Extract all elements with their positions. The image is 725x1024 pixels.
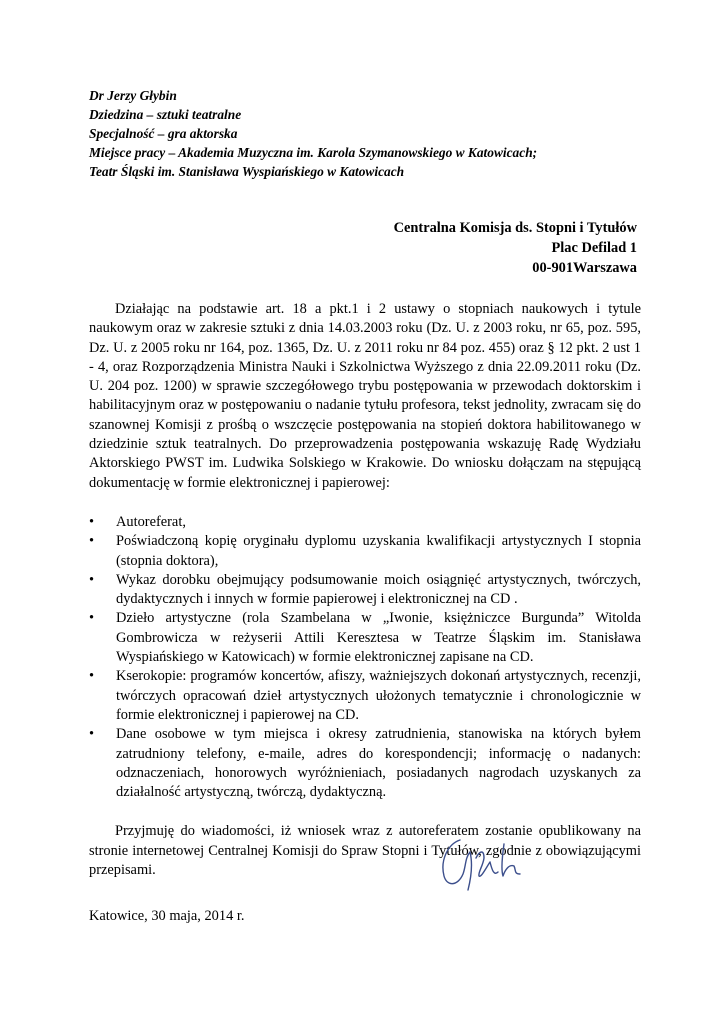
recipient-city: 00-901Warszawa <box>532 260 637 276</box>
attachment-item: • Autoreferat, <box>89 513 641 532</box>
recipient-street: Plac Defilad 1 <box>551 240 637 256</box>
sender-workplace: Miejsce pracy – Akademia Muzyczna im. Karola Szymanowskiego w Katowicach; <box>89 145 538 160</box>
recipient-name: Centralna Komisja ds. Stopni i Tytułów <box>393 220 637 236</box>
place-date: Katowice, 30 maja, 2014 r. <box>89 908 245 924</box>
sender-name: Dr Jerzy Głybin <box>89 88 177 103</box>
closing-paragraph: Przyjmuję do wiadomości, iż wniosek wraz z autoreferatem zostanie opublikowany na stronie internetowej Centralnej Komisji do Spraw Stopni i Tytułów, zgodnie z obowiązującymi przepisami. <box>89 823 641 879</box>
attachment-item: • Wykaz dorobku obejmujący podsumowanie moich osiągnięć artystycznych, twórczych, dydaktycznych i innych w formie papierowej i elektronicznej na CD . <box>89 571 641 610</box>
sender-block <box>89 86 649 181</box>
signature-stroke <box>443 840 520 890</box>
intro-paragraph: Działając na podstawie art. 18 a pkt.1 i 2 ustawy o stopniach naukowych i tytule naukowym oraz w zakresie sztuki z dnia 14.03.2003 roku (Dz. U. z 2003 roku, nr 65, poz. 595, Dz. U. z 2005 roku nr 164, poz. 1365, Dz. U. z 2011 roku nr 84 poz. 455) oraz § 12 pkt. 2 ust 1 - 4, oraz Rozporządzenia Ministra Nauki i Szkolnictwa Wyższego z dnia 22.09.2011 roku (Dz. U. 204 poz. 1200) w sprawie szczegółowego trybu postępowania w przewodach doktorskim i habilitacyjnym oraz w postępowaniu o nadanie tytułu profesora, tekst jednolity, zwracam się do szanownej Komisji z prośbą o wszczęcie postępowania na stopień doktora habilitowanego w dziedzinie sztuk teatralnych. Do przeprowadzenia postępowania wskazuję Radę Wydziału Aktorskiego PWST im. Ludwika Solskiego w Krakowie. Do wniosku dołączam na stępującą dokumentację w formie elektronicznej i papierowej: <box>89 301 641 491</box>
attachment-item: • Dzieło artystyczne (rola Szambelana w „Iwonie, księżniczce Burgunda” Witolda Gombrowicza w reżyserii Attili Keresztesa w Teatrze Śląskim im. Stanisława Wyspiańskiego w Katowicach) w formie elektronicznej zapisane na CD. <box>89 609 641 667</box>
letter-body <box>89 300 641 880</box>
attachment-item: • Dane osobowe w tym miejsca i okresy zatrudnienia, stanowiska na których byłem zatrudniony telefony, e-maile, adres do korespondencji; informację o nadanych: odznaczeniach, honorowych wyróżnieniach, posiadanych nagrodach uzyskanych za działalność artystyczną, twórczą, dydaktyczną. <box>89 725 641 802</box>
sender-workplace-2: Teatr Śląski im. Stanisława Wyspiańskiego w Katowicach <box>89 164 405 179</box>
attachment-item: • Kserokopie: programów koncertów, afiszy, ważniejszych dokonań artystycznych, recenzji, twórczych opracowań dzieł artystycznych ułożonych tematycznie i chronologicznie w formie elektronicznej i papierowej na CD. <box>89 667 641 725</box>
signature <box>432 832 582 892</box>
sender-specialty: Specjalność – gra aktorska <box>89 126 238 141</box>
sender-field: Dziedzina – sztuki teatralne <box>89 107 242 122</box>
recipient-block <box>237 218 637 278</box>
attachment-item: • Poświadczoną kopię oryginału dyplomu uzyskania kwalifikacji artystycznych I stopnia (stopnia doktora), <box>89 532 641 571</box>
attachments-list <box>89 513 641 802</box>
